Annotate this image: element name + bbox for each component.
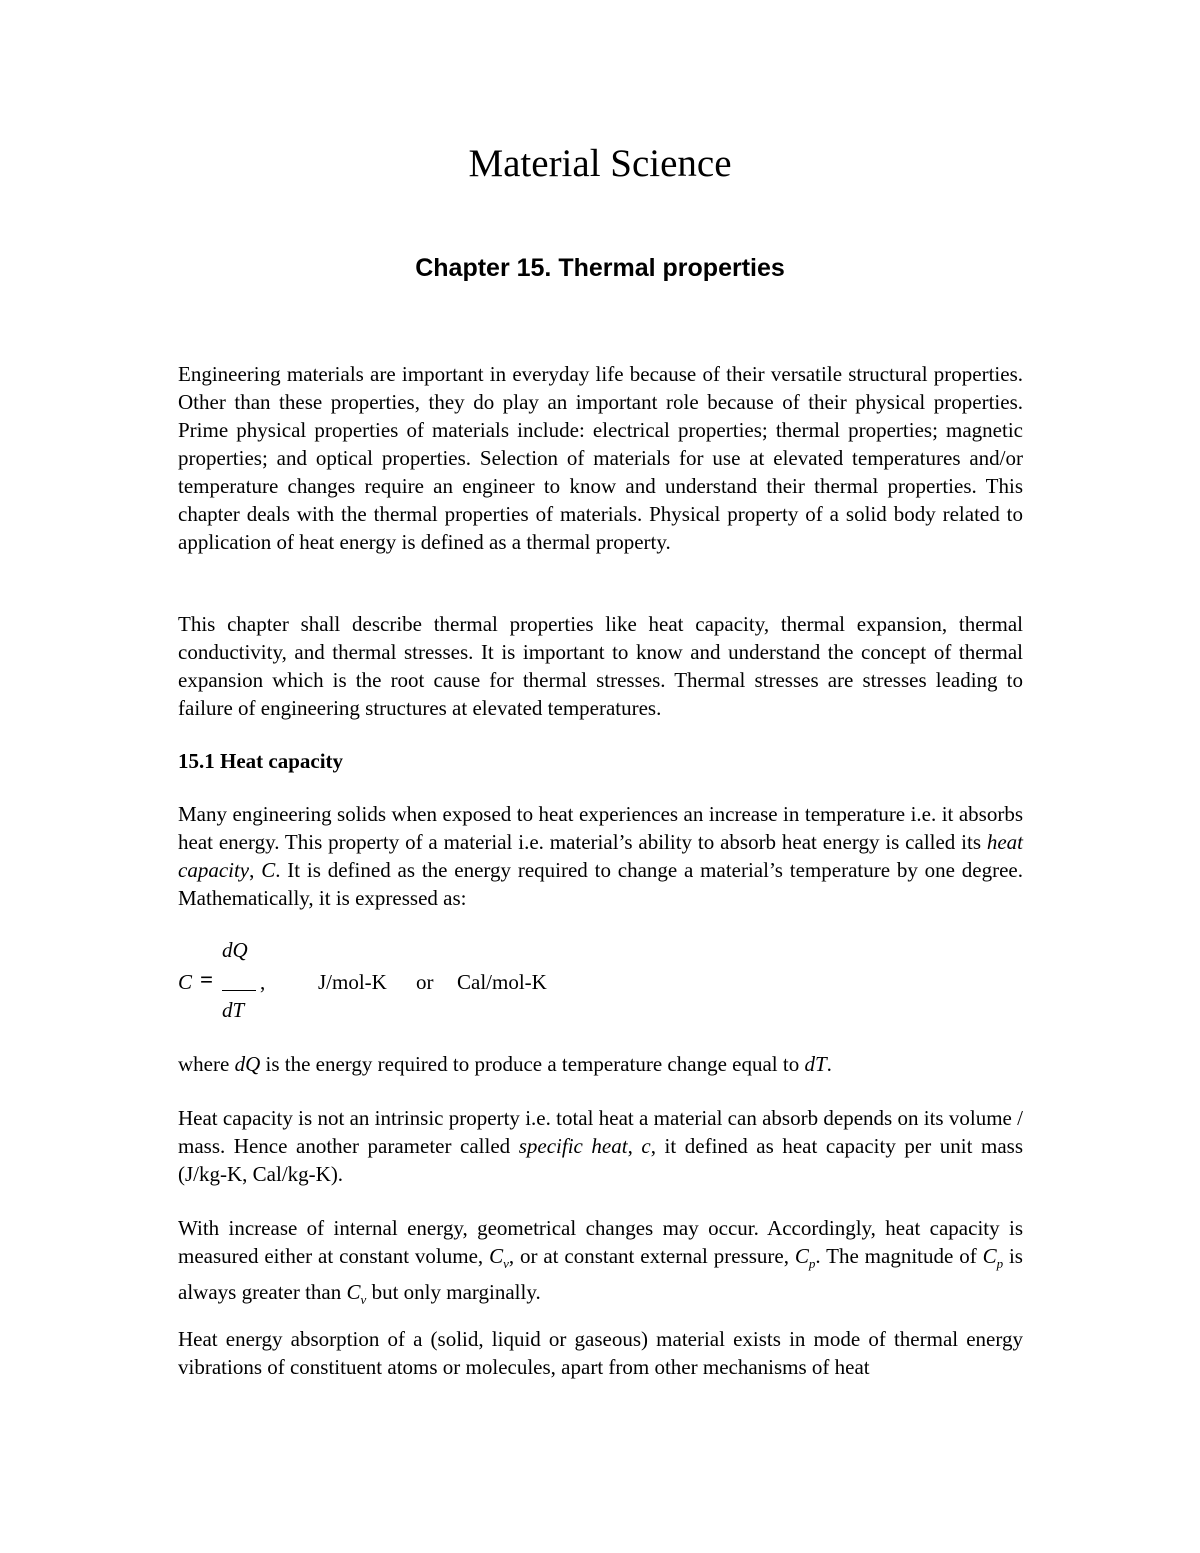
fraction-bar <box>222 990 256 991</box>
equation-comma: , <box>260 970 266 994</box>
cv-subscript-2: v <box>360 1292 367 1308</box>
cp-symbol-2: C <box>982 1244 997 1268</box>
heat-capacity-term: heat capacity <box>178 830 1023 882</box>
equation-explanation-paragraph: where dQ is the energy required to produce a temperature change equal to dT. <box>178 1052 832 1076</box>
specific-heat-paragraph: Heat capacity is not an intrinsic property i.e. total heat a material can absorb depends on its volume / mass. Hence another parameter called specific heat, c, it defined as heat capacity per unit mass (J/kg-K, Cal/kg-K). <box>178 1106 1024 1186</box>
heat-capacity-symbol: C <box>261 858 276 882</box>
section-heading-heat-capacity: 15.1 Heat capacity <box>178 749 344 773</box>
dt-symbol: dT <box>804 1052 827 1076</box>
equation-unit-si: J/mol-K <box>318 970 387 994</box>
equation-denominator: dT <box>222 998 245 1022</box>
chapter-overview-paragraph: This chapter shall describe thermal properties like heat capacity, thermal expansion, thermal conductivity, and thermal stresses. It is important to know and understand the concept of thermal expansion which is the root cause for thermal stresses. Thermal stresses are stresses leading to failure of engineering structures at elevated temperatures. <box>178 612 1023 720</box>
cp-subscript: p <box>808 1256 816 1272</box>
heat-capacity-equation <box>178 932 678 1032</box>
equation-equals-sign: = <box>200 967 214 992</box>
intro-paragraph: Engineering materials are important in everyday life because of their versatile structural properties. Other than these properties, they do play an important role because of their physical properties. Prime physical properties of materials include: electrical properties; thermal properties; magnetic properties; and optical properties. Selection of materials for use at elevated temperatures and/or temperature changes require an engineer to know and understand their thermal properties. This chapter deals with the thermal properties of materials. Physical property of a solid body related to application of heat energy is defined as a thermal property. <box>178 362 1023 554</box>
heat-capacity-paragraph: Many engineering solids when exposed to heat experiences an increase in temperature i.e. it absorbs heat energy. This property of a material i.e. material’s ability to absorb heat energy is called its heat capacity, C. It is defined as the energy required to change a material’s temperature by one degree. Mathematically, it is expressed as: <box>178 802 1023 910</box>
cp-subscript-2: p <box>996 1256 1004 1272</box>
cv-symbol-2: C <box>346 1280 361 1305</box>
document-title: Material Science <box>468 142 732 185</box>
heat-absorption-paragraph: Heat energy absorption of a (solid, liquid or gaseous) material exists in mode of thermal energy vibrations of constituent atoms or molecules, apart from other mechanisms of heat <box>178 1327 1023 1379</box>
equation-unit-cal: Cal/mol-K <box>457 970 547 994</box>
equation-lhs: C <box>178 970 193 994</box>
specific-heat-symbol: c <box>641 1134 651 1158</box>
equation-or: or <box>416 970 434 994</box>
cv-cp-paragraph: With increase of internal energy, geometrical changes may occur. Accordingly, heat capacity is measured either at constant volume, $C_v$, or at constant external pressure, $C_p$. The magnitude of $C_p$ is always greater than $C_v$ but only marginally. <box>178 1216 1023 1308</box>
cp-symbol: C <box>794 1244 809 1268</box>
equation-numerator: dQ <box>222 938 248 962</box>
cv-symbol: C <box>489 1244 504 1268</box>
cv-subscript: v <box>503 1256 509 1272</box>
dq-symbol: dQ <box>234 1052 261 1076</box>
chapter-heading: Chapter 15. Thermal properties <box>415 254 785 282</box>
specific-heat-term: specific heat <box>518 1134 628 1158</box>
